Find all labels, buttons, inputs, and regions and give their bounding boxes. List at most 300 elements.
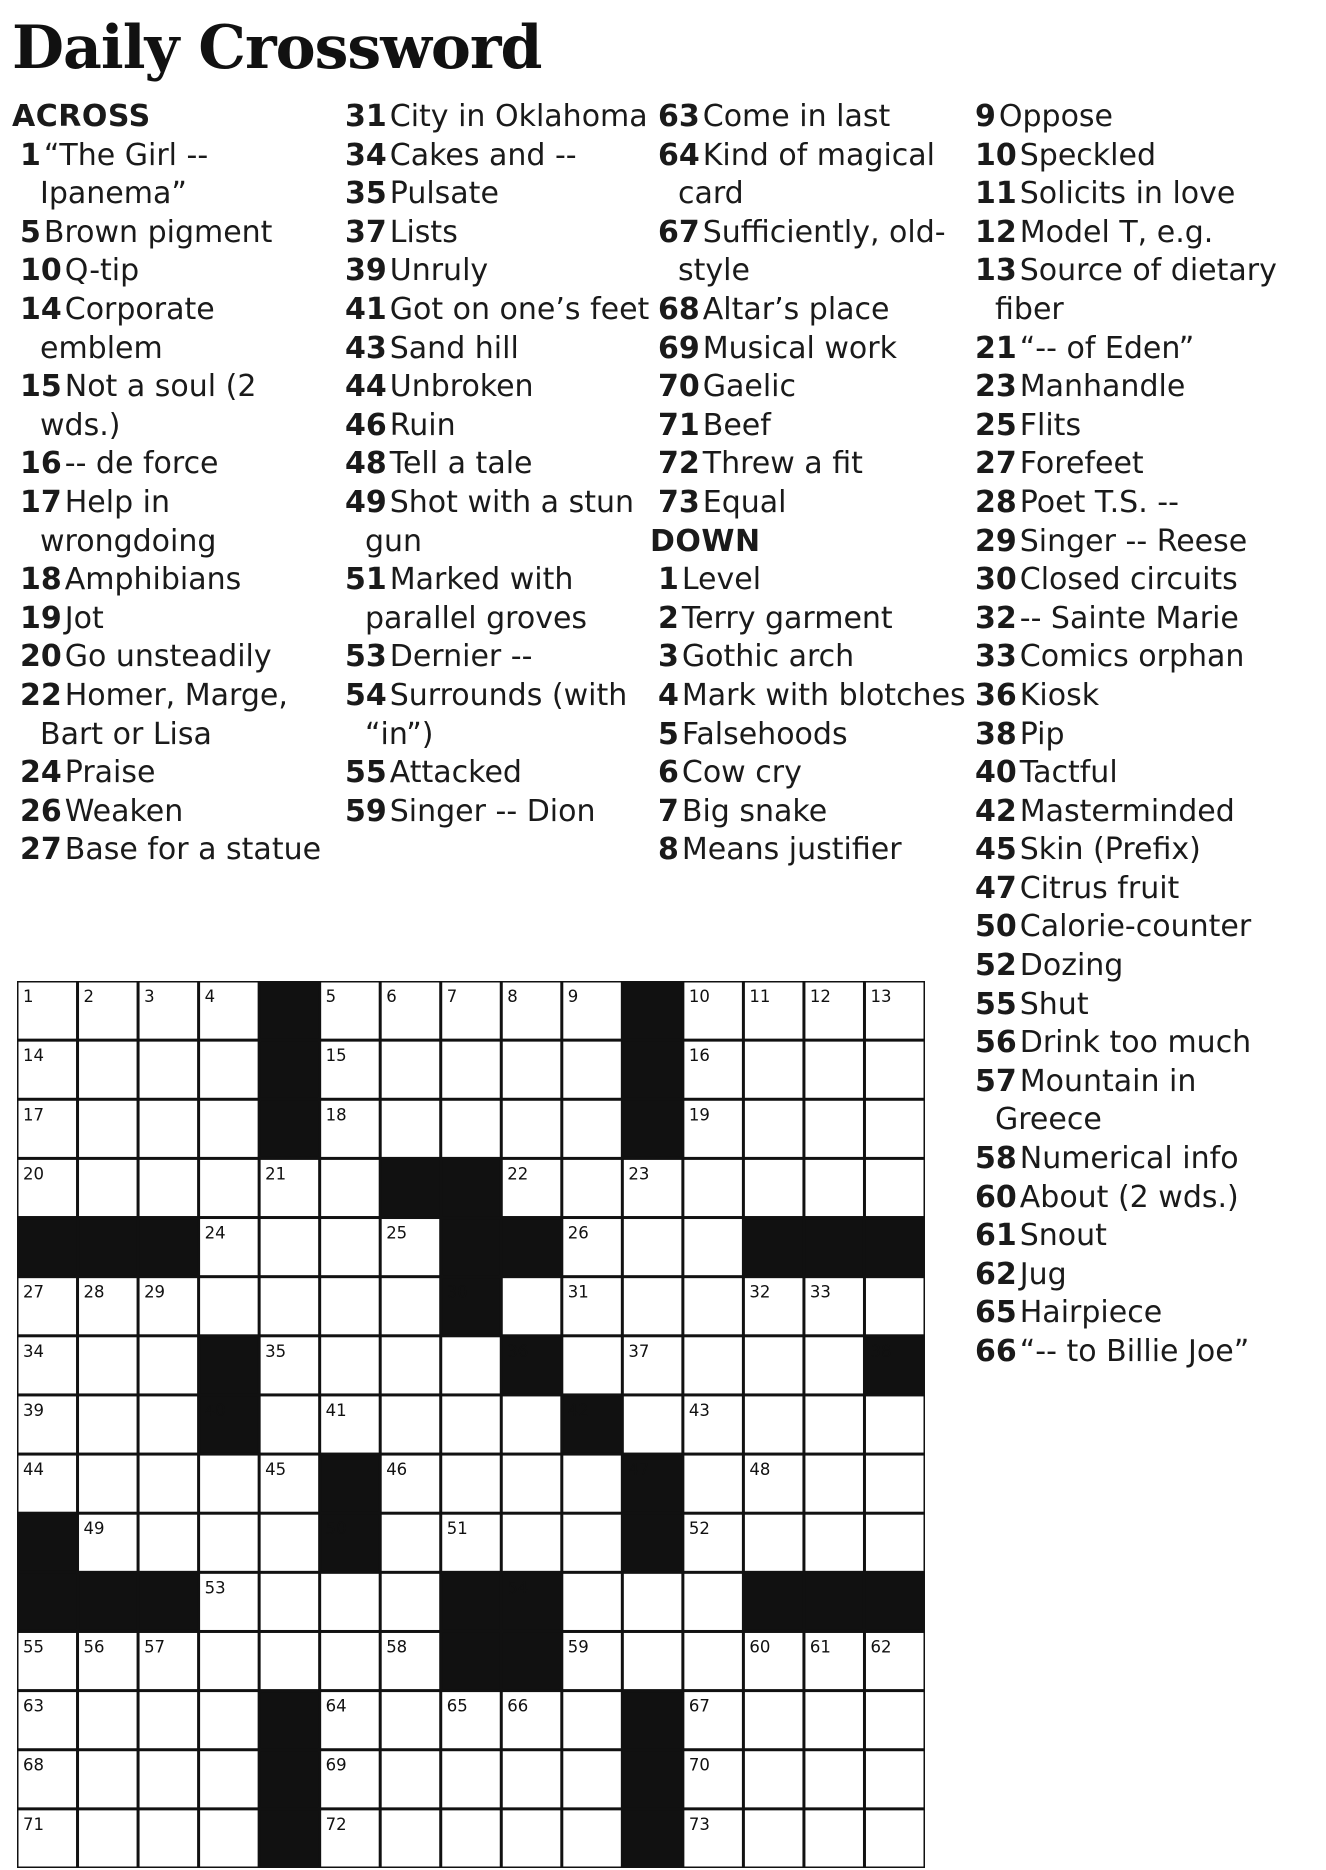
grid-cell[interactable] — [140, 1456, 198, 1512]
grid-cell[interactable] — [805, 1396, 863, 1452]
clue-item — [650, 291, 968, 330]
cell-number: 11 — [749, 987, 771, 1006]
grid-cell[interactable] — [684, 1278, 742, 1334]
clue-text: Gothic arch — [681, 639, 855, 675]
clue-item — [337, 214, 655, 253]
clue-text: Shot with a stun gun — [365, 484, 634, 559]
grid-cell[interactable] — [805, 1751, 863, 1807]
grid-cell[interactable] — [200, 1101, 258, 1157]
clue-number: 53 — [345, 639, 387, 675]
grid-cell[interactable] — [442, 1396, 500, 1452]
grid-cell[interactable] — [442, 1042, 500, 1098]
grid-cell[interactable] — [745, 1692, 803, 1748]
clue-item — [967, 870, 1297, 909]
cell-number: 16 — [688, 1046, 710, 1066]
grid-cell[interactable] — [745, 1042, 803, 1098]
clue-text: Homer, Marge, Bart or Lisa — [40, 677, 288, 752]
clue-item — [967, 831, 1297, 870]
grid-cell[interactable] — [261, 1574, 319, 1630]
clue-item — [650, 561, 968, 600]
clue-number: 60 — [975, 1179, 1017, 1215]
cell-number: 4 — [204, 987, 216, 1006]
cell-number: 13 — [870, 987, 892, 1006]
clue-number: 16 — [20, 446, 62, 482]
grid-cell[interactable] — [321, 1337, 379, 1393]
cell-number: 7 — [446, 987, 458, 1006]
clue-number: 52 — [975, 948, 1017, 984]
cell-number: 40 — [204, 1400, 226, 1420]
clue-item — [12, 831, 330, 870]
clue-text: -- de force — [64, 446, 219, 482]
grid-cell[interactable] — [624, 1633, 682, 1689]
across-heading: ACROSS — [12, 99, 151, 134]
clue-text: Source of dietary fiber — [995, 253, 1277, 327]
clue-number: 36 — [975, 677, 1017, 713]
grid-cell[interactable] — [140, 1160, 198, 1216]
cell-number: 57 — [144, 1637, 166, 1657]
clue-item — [337, 98, 655, 137]
clue-number: 46 — [345, 407, 387, 443]
clue-number: 73 — [658, 484, 700, 520]
clue-item — [12, 252, 330, 291]
black-square — [261, 1101, 319, 1157]
clue-item — [650, 677, 968, 716]
grid-cell[interactable] — [140, 1396, 198, 1452]
grid-cell[interactable] — [321, 1219, 379, 1275]
cell-number: 14 — [23, 1046, 44, 1066]
page-title: Daily Crossword — [12, 13, 542, 83]
clue-item — [650, 600, 968, 639]
grid-cell[interactable] — [624, 1396, 682, 1452]
grid-cell[interactable] — [745, 1396, 803, 1452]
grid-cell[interactable] — [563, 1160, 621, 1216]
grid-cell[interactable] — [382, 1042, 440, 1098]
cell-number: 67 — [688, 1696, 710, 1716]
grid-cell[interactable] — [261, 1515, 319, 1571]
grid-cell[interactable] — [745, 1515, 803, 1571]
grid-cell[interactable] — [866, 1456, 924, 1512]
clue-item — [967, 561, 1297, 600]
grid-cell[interactable] — [503, 1278, 561, 1334]
grid-cell[interactable] — [442, 1456, 500, 1512]
clue-item — [967, 986, 1297, 1025]
grid-cell[interactable] — [79, 1396, 137, 1452]
grid-cell[interactable] — [684, 1160, 742, 1216]
clue-number: 1 — [658, 562, 679, 598]
cell-number: 68 — [23, 1755, 44, 1775]
grid-cell[interactable] — [140, 1337, 198, 1393]
cell-number: 66 — [507, 1696, 529, 1716]
grid-cell[interactable] — [866, 1160, 924, 1216]
grid-cell[interactable] — [866, 1042, 924, 1098]
clue-item — [650, 407, 968, 446]
grid-cell[interactable] — [79, 1751, 137, 1807]
clue-text: Beef — [702, 407, 771, 443]
cell-number: 23 — [628, 1164, 650, 1184]
clue-number: 64 — [658, 137, 700, 173]
clue-number: 47 — [975, 870, 1017, 906]
clue-number: 35 — [345, 176, 387, 212]
crossword-grid — [15, 979, 927, 1870]
clue-item — [967, 407, 1297, 446]
clue-number: 27 — [20, 832, 62, 868]
cell-number: 31 — [567, 1282, 589, 1302]
clue-item — [650, 484, 968, 523]
clue-number: 50 — [975, 909, 1017, 945]
clue-text: “-- to Billie Joe” — [1019, 1334, 1250, 1369]
cell-number: 50 — [325, 1519, 347, 1539]
grid-cell[interactable] — [261, 1396, 319, 1452]
clue-text: Speckled — [1019, 137, 1156, 173]
grid-cell[interactable] — [563, 1810, 621, 1866]
grid-cell[interactable] — [866, 1515, 924, 1571]
clue-item — [12, 445, 330, 484]
clue-text: Numerical info — [1019, 1141, 1239, 1177]
grid-cell[interactable] — [503, 1810, 561, 1866]
clue-text: Means justifier — [681, 832, 902, 868]
grid-cell[interactable] — [684, 1337, 742, 1393]
grid-cell[interactable] — [321, 1278, 379, 1334]
clue-item — [337, 484, 655, 561]
grid-cell[interactable] — [563, 1456, 621, 1512]
clue-item — [12, 137, 330, 214]
grid-cell[interactable] — [79, 1101, 137, 1157]
clue-item — [967, 1294, 1297, 1333]
cell-number: 37 — [628, 1341, 650, 1361]
grid-cell[interactable] — [140, 1692, 198, 1748]
grid-cell[interactable] — [805, 1692, 863, 1748]
clue-number: 66 — [975, 1334, 1017, 1369]
grid-cell[interactable] — [382, 1574, 440, 1630]
clue-item — [967, 445, 1297, 484]
grid-cell[interactable] — [805, 1810, 863, 1866]
grid-cell[interactable] — [200, 1515, 258, 1571]
clue-item — [967, 1179, 1297, 1218]
grid-cell[interactable] — [200, 1810, 258, 1866]
cell-number: 39 — [23, 1400, 44, 1420]
clue-item — [967, 1024, 1297, 1063]
clue-text: Oppose — [998, 99, 1114, 134]
clue-number: 31 — [345, 99, 387, 134]
clue-item — [12, 754, 330, 793]
clue-number: 27 — [975, 446, 1017, 482]
clue-number: 29 — [975, 523, 1017, 559]
clue-number: 20 — [20, 639, 62, 675]
grid-cell[interactable] — [624, 1574, 682, 1630]
grid-cell[interactable] — [321, 1160, 379, 1216]
grid-cell[interactable] — [805, 1515, 863, 1571]
clue-text: Gaelic — [702, 369, 797, 405]
grid-cell[interactable] — [79, 1456, 137, 1512]
clue-item — [967, 600, 1297, 639]
clue-item — [967, 214, 1297, 253]
cell-number: 70 — [688, 1755, 710, 1775]
clue-item — [967, 523, 1297, 562]
grid-cell[interactable] — [745, 1101, 803, 1157]
clue-item — [12, 368, 330, 445]
black-square — [79, 1574, 137, 1630]
clue-text: Unruly — [389, 253, 489, 289]
cell-number: 49 — [83, 1519, 105, 1539]
grid-cell[interactable] — [442, 1101, 500, 1157]
clue-number: 3 — [658, 639, 679, 675]
clue-number: 2 — [658, 600, 679, 636]
grid-cell[interactable] — [200, 1456, 258, 1512]
clue-text: “The Girl -- Ipanema” — [40, 137, 209, 212]
clue-text: Citrus fruit — [1019, 870, 1180, 906]
grid-cell[interactable] — [503, 1515, 561, 1571]
grid-cell[interactable] — [79, 1042, 137, 1098]
grid-cell[interactable] — [805, 1042, 863, 1098]
cell-number: 61 — [809, 1637, 831, 1657]
black-square — [624, 1515, 682, 1571]
grid-cell[interactable] — [684, 1633, 742, 1689]
grid-cell[interactable] — [503, 1101, 561, 1157]
clue-item — [967, 368, 1297, 407]
grid-cell[interactable] — [140, 1101, 198, 1157]
grid-cell[interactable] — [805, 1160, 863, 1216]
cell-number: 71 — [23, 1814, 44, 1834]
cell-number: 72 — [325, 1814, 347, 1834]
grid-cell[interactable] — [624, 1278, 682, 1334]
black-square — [140, 1219, 198, 1275]
grid-cell[interactable] — [563, 1337, 621, 1393]
clue-item — [12, 484, 330, 561]
grid-cell[interactable] — [200, 1692, 258, 1748]
clue-item — [337, 754, 655, 793]
grid-cell[interactable] — [200, 1160, 258, 1216]
grid-cell[interactable] — [684, 1456, 742, 1512]
grid-cell[interactable] — [321, 1633, 379, 1689]
clue-text: Corporate emblem — [40, 291, 215, 366]
clue-number: 30 — [975, 562, 1017, 598]
clue-number: 7 — [658, 793, 679, 829]
clue-number: 42 — [975, 793, 1017, 829]
clue-text: Kind of magical card — [678, 137, 936, 212]
grid-cell[interactable] — [805, 1456, 863, 1512]
cell-number: 52 — [688, 1519, 710, 1539]
black-square — [442, 1219, 500, 1275]
clue-text: Amphibians — [64, 562, 242, 598]
clue-text: Brown pigment — [43, 214, 273, 250]
grid-cell[interactable] — [79, 1692, 137, 1748]
black-square — [745, 1219, 803, 1275]
clue-number: 10 — [975, 137, 1017, 173]
clue-item — [12, 561, 330, 600]
grid-cell[interactable] — [563, 1692, 621, 1748]
black-square — [624, 1751, 682, 1807]
cell-number: 55 — [23, 1637, 44, 1657]
down-heading: DOWN — [650, 523, 761, 559]
cell-number: 35 — [265, 1341, 287, 1361]
grid-cell[interactable] — [745, 1810, 803, 1866]
grid-cell[interactable] — [684, 1219, 742, 1275]
clue-text: Altar’s place — [702, 291, 890, 327]
clue-item — [967, 793, 1297, 832]
grid-cell[interactable] — [866, 1751, 924, 1807]
clue-text: Not a soul (2 wds.) — [40, 369, 257, 443]
grid-cell[interactable] — [866, 1278, 924, 1334]
clue-text: Threw a fit — [702, 446, 863, 482]
grid-cell[interactable] — [200, 1751, 258, 1807]
cell-number: 58 — [386, 1637, 408, 1657]
clue-number: 54 — [345, 677, 387, 713]
clue-text: Sand hill — [389, 330, 519, 366]
black-square — [503, 1219, 561, 1275]
clue-text: Forefeet — [1019, 446, 1144, 482]
grid-cell[interactable] — [79, 1160, 137, 1216]
clue-number: 22 — [20, 677, 62, 713]
grid-cell[interactable] — [382, 1337, 440, 1393]
cell-number: 26 — [567, 1223, 589, 1243]
clue-item — [967, 754, 1297, 793]
clue-number: 55 — [345, 755, 387, 791]
grid-cell[interactable] — [503, 1456, 561, 1512]
grid-cell[interactable] — [140, 1751, 198, 1807]
clue-item — [650, 754, 968, 793]
clue-number: 37 — [345, 214, 387, 250]
grid-cell[interactable] — [382, 1278, 440, 1334]
clue-item — [337, 368, 655, 407]
clue-text: Singer -- Reese — [1019, 523, 1248, 559]
clue-text: Pulsate — [389, 176, 499, 212]
grid-cell[interactable] — [382, 1515, 440, 1571]
clue-text: Praise — [64, 755, 156, 791]
clue-item — [337, 252, 655, 291]
clue-text: Jot — [64, 600, 104, 636]
clue-item — [967, 677, 1297, 716]
clue-item — [650, 831, 968, 870]
grid-cell[interactable] — [745, 1337, 803, 1393]
clue-number: 28 — [975, 484, 1017, 520]
clue-text: Big snake — [681, 793, 828, 829]
clue-text: Skin (Prefix) — [1019, 832, 1201, 868]
black-square — [624, 1042, 682, 1098]
grid-cell[interactable] — [200, 1633, 258, 1689]
grid-cell[interactable] — [563, 1751, 621, 1807]
clue-item — [967, 175, 1297, 214]
clue-item — [650, 368, 968, 407]
grid-cell[interactable] — [563, 1574, 621, 1630]
grid-cell[interactable] — [503, 1042, 561, 1098]
grid-cell[interactable] — [503, 1751, 561, 1807]
grid-cell[interactable] — [200, 1278, 258, 1334]
clue-text: Comics orphan — [1019, 639, 1245, 675]
grid-cell[interactable] — [442, 1810, 500, 1866]
grid-cell[interactable] — [442, 1751, 500, 1807]
grid-cell[interactable] — [866, 1692, 924, 1748]
clue-text: Masterminded — [1019, 793, 1235, 829]
cell-number: 20 — [23, 1164, 44, 1184]
grid-cell[interactable] — [805, 1101, 863, 1157]
clue-number: 51 — [345, 562, 387, 598]
cell-number: 63 — [23, 1696, 44, 1716]
grid-cell[interactable] — [563, 1101, 621, 1157]
grid-cell[interactable] — [805, 1337, 863, 1393]
grid-cell[interactable] — [261, 1633, 319, 1689]
clue-column-2 — [337, 98, 655, 831]
clue-item — [337, 291, 655, 330]
black-square — [442, 1574, 500, 1630]
clue-text: Snout — [1019, 1218, 1107, 1254]
grid-cell[interactable] — [382, 1396, 440, 1452]
clue-item — [967, 98, 1297, 137]
clue-number: 15 — [20, 369, 62, 405]
cell-number: 6 — [386, 987, 397, 1006]
clue-text: Dernier -- — [389, 639, 533, 675]
clue-number: 48 — [345, 446, 387, 482]
clue-text: Sufficiently, old-style — [678, 214, 946, 289]
grid-cell[interactable] — [79, 1337, 137, 1393]
clue-number: 41 — [345, 291, 387, 327]
grid-cell[interactable] — [563, 1515, 621, 1571]
cell-number: 5 — [325, 987, 337, 1006]
grid-cell[interactable] — [140, 1042, 198, 1098]
clue-number: 9 — [975, 99, 996, 134]
grid-cell[interactable] — [140, 1515, 198, 1571]
grid-cell[interactable] — [261, 1278, 319, 1334]
cell-number: 34 — [23, 1341, 44, 1361]
clue-item — [967, 638, 1297, 677]
grid-cell[interactable] — [200, 1042, 258, 1098]
clue-item — [967, 484, 1297, 523]
cell-number: 27 — [23, 1282, 44, 1302]
grid-cell[interactable] — [866, 1396, 924, 1452]
grid-cell[interactable] — [382, 1810, 440, 1866]
black-square — [624, 1810, 682, 1866]
grid-cell[interactable] — [745, 1160, 803, 1216]
grid-cell[interactable] — [866, 1810, 924, 1866]
grid-cell[interactable] — [382, 1692, 440, 1748]
grid-cell[interactable] — [261, 1219, 319, 1275]
cell-number: 18 — [325, 1105, 347, 1125]
clue-item — [650, 638, 968, 677]
clue-number: 65 — [975, 1295, 1017, 1331]
clue-item — [967, 252, 1297, 329]
clue-number: 14 — [20, 291, 62, 327]
grid-cell[interactable] — [382, 1751, 440, 1807]
cell-number: 42 — [567, 1400, 589, 1420]
clue-number: 72 — [658, 446, 700, 482]
clue-number: 56 — [975, 1025, 1017, 1061]
grid-cell[interactable] — [442, 1337, 500, 1393]
black-square — [79, 1219, 137, 1275]
clue-number: 63 — [658, 99, 700, 134]
grid-cell[interactable] — [321, 1574, 379, 1630]
grid-cell[interactable] — [563, 1042, 621, 1098]
cell-number: 59 — [567, 1637, 589, 1657]
cell-number: 28 — [83, 1282, 105, 1302]
cell-number: 2 — [83, 987, 95, 1006]
grid-cell[interactable] — [140, 1810, 198, 1866]
grid-cell[interactable] — [866, 1101, 924, 1157]
clue-item — [650, 330, 968, 369]
clue-number: 49 — [345, 484, 387, 520]
grid-cell[interactable] — [382, 1101, 440, 1157]
cell-number: 8 — [507, 987, 518, 1006]
clue-item — [337, 793, 655, 832]
clue-item — [337, 445, 655, 484]
grid-cell[interactable] — [79, 1810, 137, 1866]
grid-cell[interactable] — [503, 1396, 561, 1452]
clue-text: Model T, e.g. — [1019, 214, 1214, 250]
clue-text: Poet T.S. -- — [1019, 484, 1179, 520]
clue-text: Marked with parallel groves — [365, 562, 588, 636]
grid-cell[interactable] — [624, 1219, 682, 1275]
clue-number: 39 — [345, 253, 387, 289]
grid-cell[interactable] — [684, 1574, 742, 1630]
grid-cell[interactable] — [745, 1751, 803, 1807]
